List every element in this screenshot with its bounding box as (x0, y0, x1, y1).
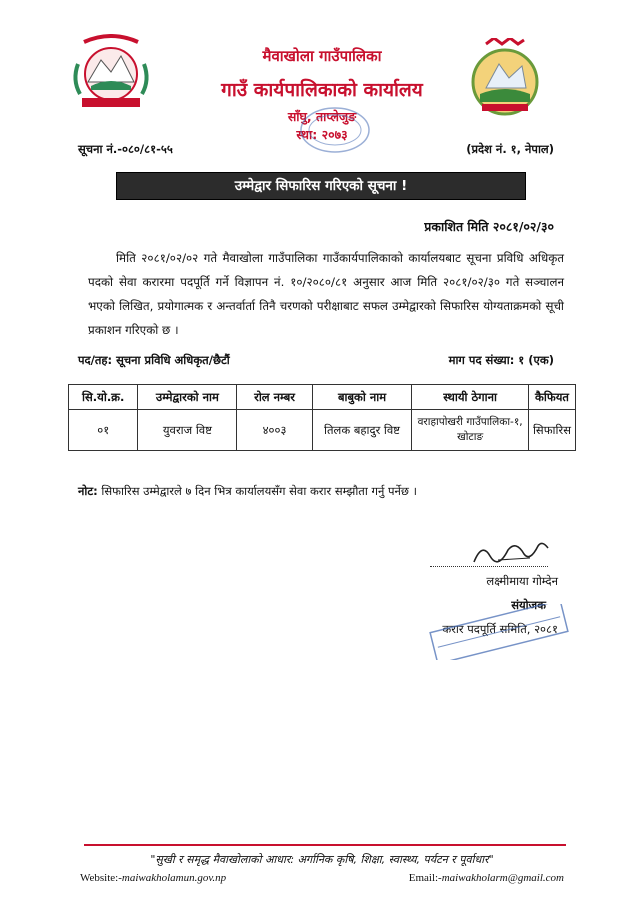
col-father-name: बाबुको नाम (312, 385, 412, 410)
col-remarks: कैफियत (528, 385, 575, 410)
signatory-role: संयोजक (511, 598, 546, 612)
office-stamp (298, 104, 372, 156)
candidate-table (68, 384, 576, 451)
post-level: पद/तह: सूचना प्रविधि अधिकृत/छैटौं (78, 353, 230, 367)
cell-remarks: सिफारिस (528, 410, 575, 451)
cell-permanent-address: वराहापोखरी गाउँपालिका-१, खोटाङ (412, 410, 529, 451)
table-row (69, 410, 576, 451)
col-permanent-address: स्थायी ठेगाना (412, 385, 529, 410)
note-text: सिफारिस उम्मेद्वारले ७ दिन भित्र कार्यालयसँग सेवा करार सम्झौता गर्नु पर्नेछ । (101, 484, 417, 498)
established-year: स्था: २०७३ (296, 127, 348, 142)
cell-father-name: तिलक बहादुर विष्ट (312, 410, 412, 451)
office-address: साँघु, ताप्लेजुङ (287, 109, 357, 124)
col-roll-number: रोल नम्बर (237, 385, 312, 410)
office-name: गाउँ कार्यपालिकाको कार्यालय (221, 79, 423, 101)
website-label: Website:- (80, 872, 122, 884)
notice-title-banner: उम्मेद्वार सिफारिस गरिएको सूचना ! (116, 172, 526, 200)
cell-serial: ०१ (69, 410, 138, 451)
footer-slogan: "सुखी र समृद्ध मैवाखोलाको आधार: अर्गानिक कृषि, शिक्षा, स्वास्थ्य, पर्यटन र पूर्वाधार" (150, 853, 494, 866)
table-header-row (69, 385, 576, 410)
committee-name: करार पदपूर्ति समिति, २०८१ (442, 622, 558, 636)
signatory-name: लक्ष्मीमाया गोम्देन (486, 574, 558, 588)
col-serial: सि.यो.क्र. (69, 385, 138, 410)
notice-reference: सूचना नं.-०८०/८१-५५ (78, 142, 173, 156)
province-label: (प्रदेश नं. १, नेपाल) (466, 142, 554, 156)
signature-line (430, 566, 548, 567)
demand-count: माग पद संख्या: १ (एक) (448, 353, 554, 367)
cell-roll-number: ४००३ (237, 410, 312, 451)
footer-website (80, 872, 226, 884)
municipality-name: मैवाखोला गाउँपालिका (262, 47, 382, 65)
notice-body: मिति २०८१/०२/०२ गते मैवाखोला गाउँपालिका गाउँकार्यपालिकाको कार्यालयबाट सूचना प्रविधि अधिकृत पदको सेवा करारमा पदपूर्ति गर्ने विज्ञापन नं. १०/२०८०/८१ अनुसार आज मिति २०८१/०२/३० गते सञ्चालन भएको लिखित, प्रयोगात्मक र अन्तर्वार्ता तिनै चरणको परीक्षाबाट सफल उम्मेद्वारको सिफारिस योग्यताक्रमको सूची प्रकाशन गरिएको छ । (88, 251, 564, 337)
committee-stamp (424, 604, 574, 660)
footer-email (409, 872, 564, 884)
signature (468, 536, 552, 570)
published-date: प्रकाशित मिति २०८१/०२/३० (424, 219, 554, 234)
email-label: Email:- (408, 872, 442, 884)
email-link[interactable]: maiwakholarm@gmail.com (441, 872, 564, 884)
cell-candidate-name: युवराज विष्ट (138, 410, 237, 451)
note-label: नोट: (78, 484, 98, 498)
footer-divider (84, 844, 566, 846)
col-candidate-name: उम्मेद्वारको नाम (138, 385, 237, 410)
note (78, 484, 417, 499)
website-link[interactable]: maiwakholamun.gov.np (121, 872, 227, 884)
